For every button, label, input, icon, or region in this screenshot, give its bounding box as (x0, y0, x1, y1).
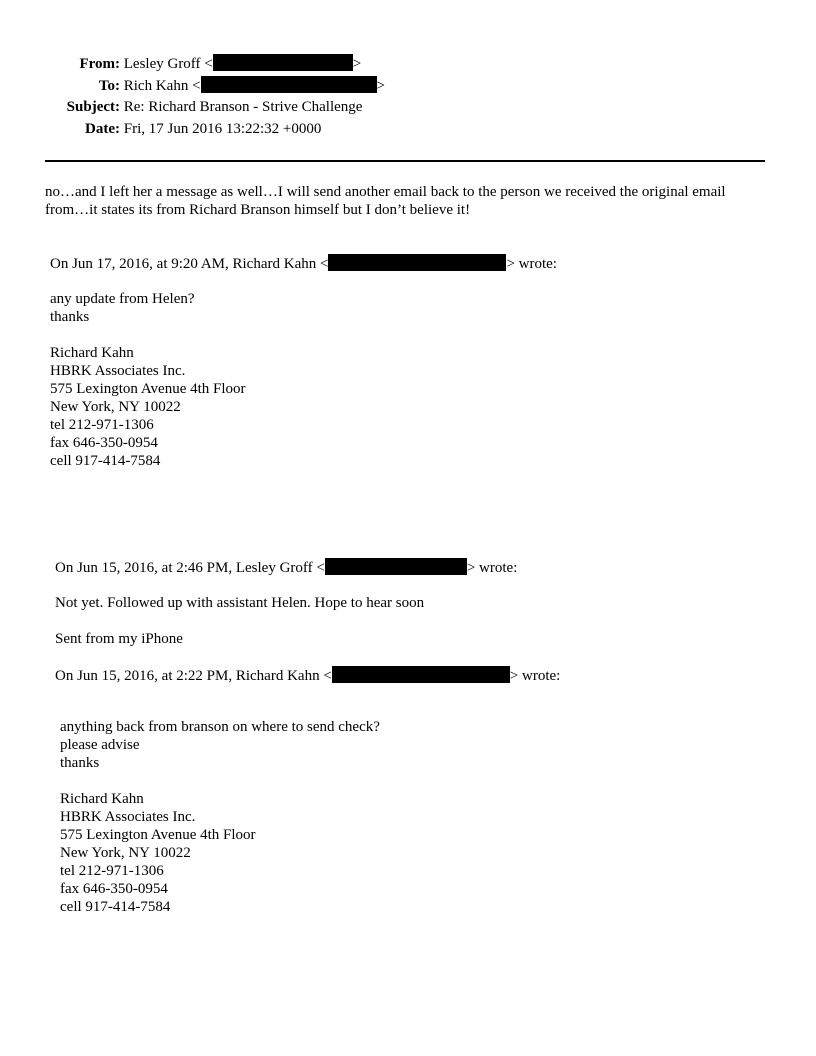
date-label: Date: (85, 121, 120, 137)
message-line: any update from Helen? (50, 291, 195, 307)
signature-line: tel 212-971-1306 (60, 863, 164, 879)
quote-message (50, 290, 195, 326)
signature-line: Richard Kahn (60, 791, 144, 807)
quote-attribution: On Jun 15, 2016, at 2:46 PM, Lesley Groff < > wrote: (55, 560, 518, 576)
message-line: thanks (50, 309, 90, 325)
quote-attribution: On Jun 17, 2016, at 9:20 AM, Richard Kahn < > wrote: (50, 256, 557, 272)
from-row: From: Lesley Groff < > (0, 54, 361, 73)
from-label: From: (79, 56, 120, 72)
date-value: Fri, 17 Jun 2016 13:22:32 +0000 (123, 121, 322, 137)
quote-message (60, 718, 380, 772)
to-label: To: (98, 78, 120, 94)
date-row (0, 120, 321, 138)
to-name: Rich Kahn (123, 78, 189, 94)
subject-label: Subject: (66, 99, 120, 115)
message-line: thanks (60, 755, 100, 771)
redacted-email (328, 254, 506, 271)
signature-line: tel 212-971-1306 (50, 417, 154, 433)
signature-line: cell 917-414-7584 (60, 899, 171, 915)
body-line: no…and I left her a message as well…I will send another email back to the person we received the original email (45, 184, 726, 200)
quote-attribution: On Jun 15, 2016, at 2:22 PM, Richard Kahn < > wrote: (55, 668, 561, 684)
signature (60, 790, 256, 916)
signature-line: 575 Lexington Avenue 4th Floor (60, 827, 256, 843)
signature-line: fax 646-350-0954 (60, 881, 168, 897)
signature-line: Richard Kahn (50, 345, 134, 361)
message-line: please advise (60, 737, 140, 753)
signature-line: cell 917-414-7584 (50, 453, 161, 469)
redacted-email (325, 558, 467, 575)
from-name: Lesley Groff (123, 56, 201, 72)
signature-line: HBRK Associates Inc. (50, 363, 186, 379)
subject-row (0, 98, 362, 116)
to-row: To: Rich Kahn < > (0, 76, 385, 95)
body-line: from…it states its from Richard Branson himself but I don’t believe it! (45, 202, 471, 218)
message-line: anything back from branson on where to send check? (60, 719, 380, 735)
signature-line: New York, NY 10022 (60, 845, 191, 861)
signature-line: fax 646-350-0954 (50, 435, 158, 451)
sent-from: Sent from my iPhone (55, 631, 183, 647)
message-body (45, 183, 726, 219)
redacted-email (332, 666, 510, 683)
subject-value: Re: Richard Branson - Strive Challenge (123, 99, 363, 115)
redacted-email (213, 54, 353, 71)
signature-line: New York, NY 10022 (50, 399, 181, 415)
signature-line: HBRK Associates Inc. (60, 809, 196, 825)
signature (50, 344, 246, 470)
header-divider (45, 160, 765, 162)
quote-message: Not yet. Followed up with assistant Helen. Hope to hear soon (55, 595, 425, 611)
signature-line: 575 Lexington Avenue 4th Floor (50, 381, 246, 397)
redacted-email (201, 76, 377, 93)
